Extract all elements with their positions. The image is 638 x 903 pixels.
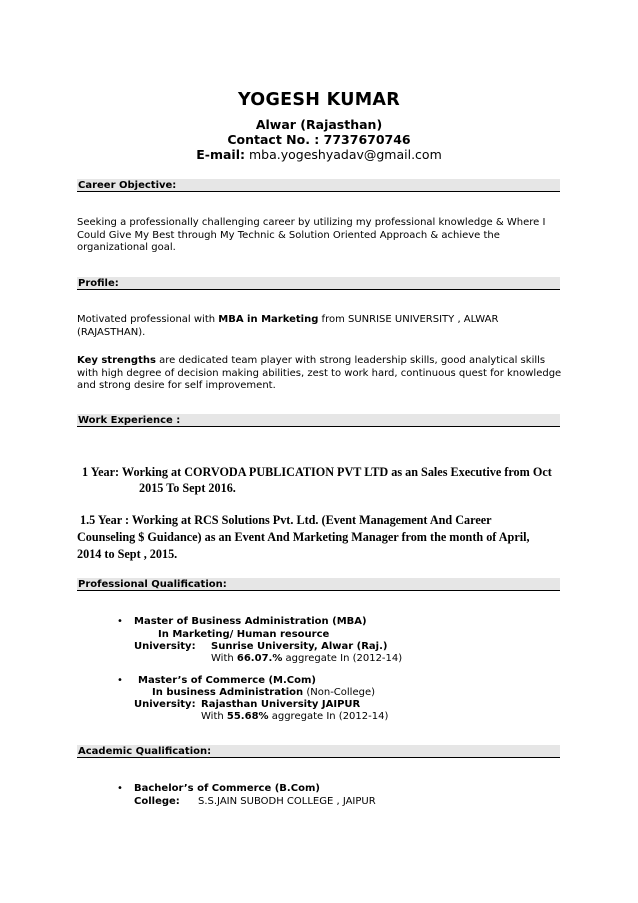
mcom-score — [201, 711, 388, 724]
mba-percentage: 66.07.% — [236, 653, 283, 664]
section-professional-qualification: Professional Qualification: — [77, 578, 560, 591]
bcom-title: Bachelor’s of Commerce (B.Com) — [134, 783, 320, 794]
contact-number: Contact No. : 7737670746 — [227, 132, 411, 147]
profile-degree: MBA in Marketing — [218, 314, 319, 325]
mba-university-value: Sunrise University, Alwar (Raj.) — [211, 641, 388, 652]
college-label: College: — [134, 796, 180, 807]
mcom-percentage: 55.68% — [226, 711, 269, 722]
experience-2-line-1: 1.5 Year : Working at RCS Solutions Pvt. Ltd. (Event Management And Career — [80, 513, 492, 527]
bullet-bcom: • — [117, 783, 123, 794]
experience-2-line-2: Counseling $ Guidance) as an Event And Marketing Manager from the month of April, — [77, 530, 530, 544]
section-work-experience: Work Experience : — [77, 414, 560, 427]
mba-with: With — [211, 653, 237, 664]
profile-summary — [77, 314, 563, 339]
email-label: E-mail: — [196, 147, 245, 162]
profile-university: from SUNRISE UNIVERSITY , ALWAR (RAJASTHAN). — [77, 314, 499, 338]
key-strengths-label: Key strengths — [77, 355, 156, 366]
mba-title: Master of Business Administration (MBA) — [134, 616, 367, 627]
key-strengths — [77, 355, 563, 393]
candidate-name: YOGESH KUMAR — [237, 90, 401, 110]
mba-aggregate: aggregate In (2012-14) — [282, 653, 403, 664]
mba-score — [211, 653, 402, 666]
email-link[interactable]: mba.yogeshyadav@gmail.com — [245, 147, 442, 162]
bullet-mba: • — [117, 616, 123, 627]
mcom-specialization — [152, 687, 375, 700]
mcom-spec-note: (Non-College) — [303, 687, 376, 698]
bullet-mcom: • — [117, 675, 123, 686]
mba-specialization: In Marketing/ Human resource — [158, 629, 330, 640]
college-value: S.S.JAIN SUBODH COLLEGE , JAIPUR — [198, 796, 376, 807]
mcom-title: Master’s of Commerce (M.Com) — [138, 675, 316, 686]
mcom-with: With — [201, 711, 227, 722]
profile-summary-text: Motivated professional with — [77, 314, 219, 325]
experience-1-line-1: 1 Year: Working at CORVODA PUBLICATION PVT LTD as an Sales Executive from Oct — [82, 465, 552, 479]
experience-1-line-2: 2015 To Sept 2016. — [139, 481, 236, 495]
experience-2-line-3: 2014 to Sept , 2015. — [77, 547, 178, 561]
mcom-university-value: Rajasthan University JAIPUR — [201, 699, 361, 710]
mcom-spec-main: In business Administration — [152, 687, 304, 698]
section-academic-qualification: Academic Qualification: — [77, 745, 560, 758]
section-profile: Profile: — [77, 277, 560, 290]
key-strengths-text: are dedicated team player with strong leadership skills, good analytical skills with high degree of decision making abilities, zest to work hard, continuous quest for knowledge and strong desire for self improvement. — [77, 355, 562, 391]
mba-university-label: University: — [134, 641, 196, 652]
email-line — [0, 147, 638, 162]
career-objective-text: Seeking a professionally challenging career by utilizing my professional knowledge & Where I Could Give My Best through My Technic & Solution Oriented Approach & achieve the organizational goal. — [77, 217, 546, 253]
section-career-objective: Career Objective: — [77, 179, 560, 192]
candidate-location: Alwar (Rajasthan) — [255, 117, 383, 132]
mcom-university-label: University: — [134, 699, 196, 710]
mcom-aggregate: aggregate In (2012-14) — [268, 711, 389, 722]
